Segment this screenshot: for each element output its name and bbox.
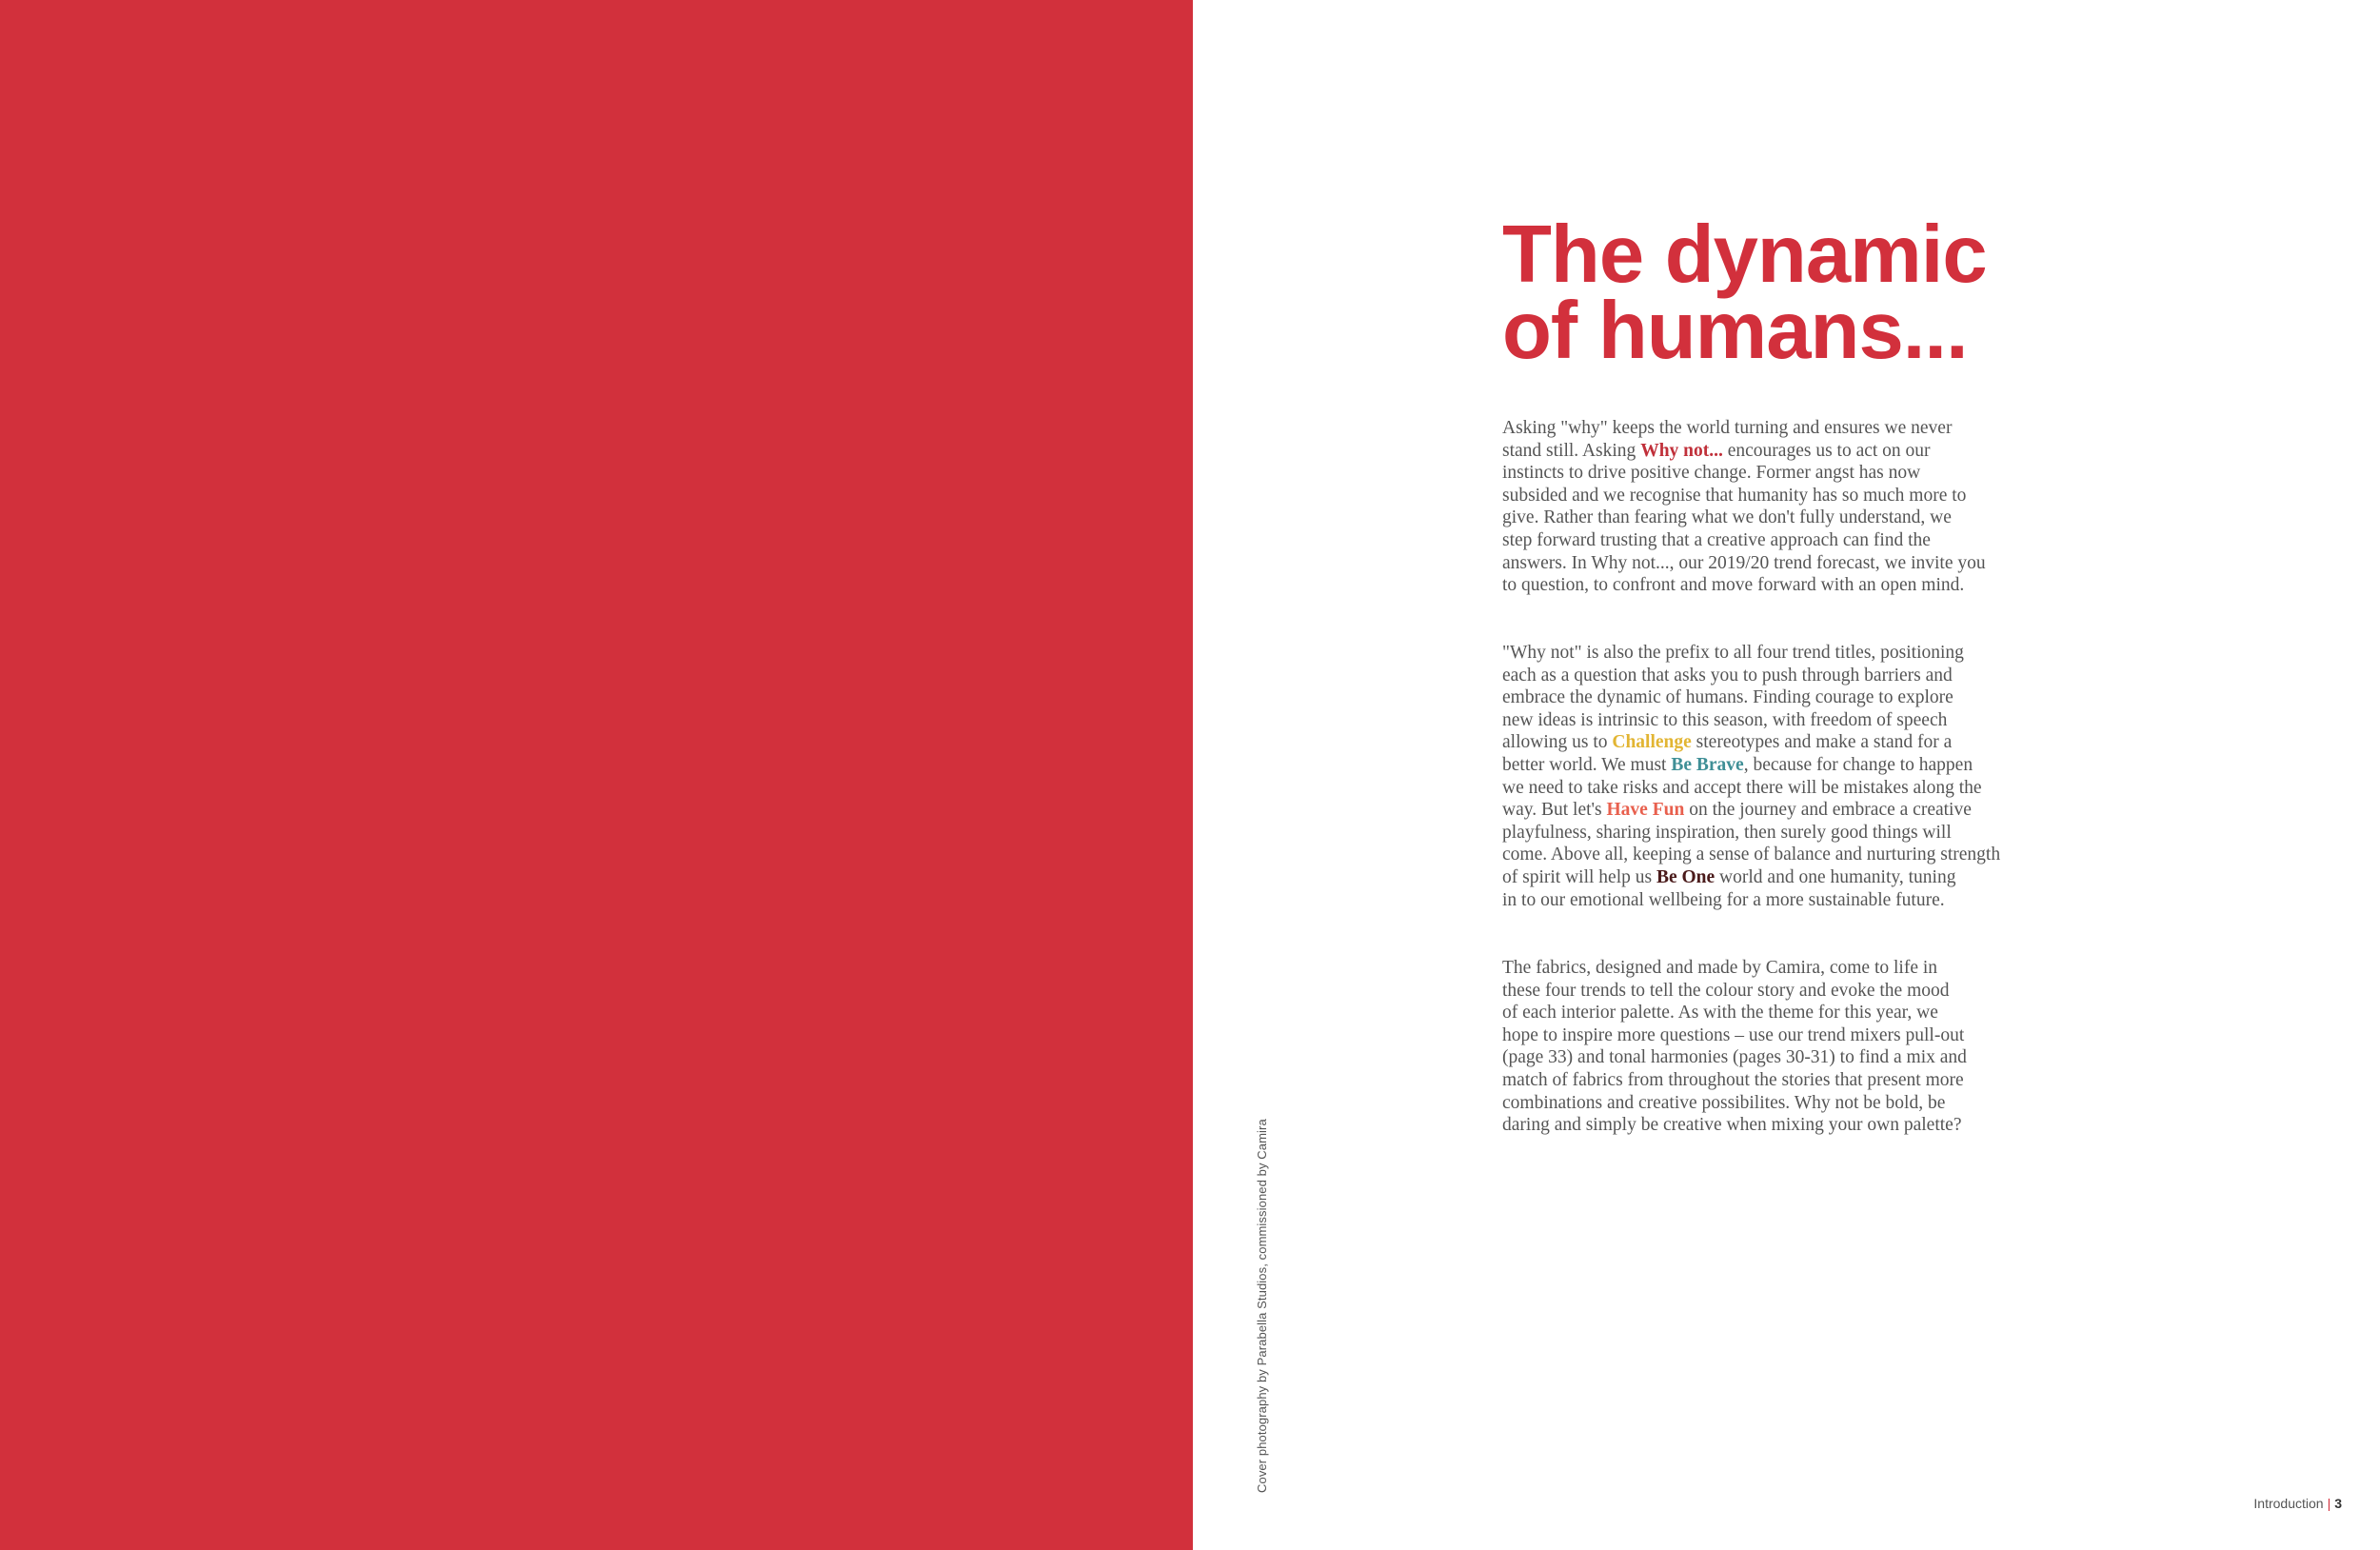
text-line: new ideas is intrinsic to this season, with freedom of speech	[1502, 709, 1948, 730]
be-brave-highlight: Be Brave	[1671, 754, 1744, 775]
text-run: encourages us to act on our	[1722, 440, 1931, 461]
text-run: way. But let's	[1502, 800, 1607, 821]
text-run: allowing us to	[1502, 732, 1613, 753]
text-line: hope to inspire more questions – use our trend mixers pull-out	[1502, 1024, 1965, 1045]
text-line: instincts to drive positive change. Former angst has now	[1502, 463, 1921, 484]
text-line: embrace the dynamic of humans. Finding courage to explore	[1502, 687, 1954, 708]
page-number: 3	[2334, 1496, 2342, 1511]
photo-credit: Cover photography by Parabella Studios, commissioned by Camira	[1255, 1119, 1269, 1493]
text-line: (page 33) and tonal harmonies (pages 30-31) to find a mix and	[1502, 1047, 1967, 1068]
text-line	[1502, 754, 2000, 777]
text-line	[1502, 440, 1986, 463]
be-one-highlight: Be One	[1656, 866, 1716, 887]
text-line: we need to take risks and accept there will be mistakes along the	[1502, 777, 1982, 798]
text-run: world and one humanity, tuning	[1715, 866, 1956, 887]
text-line: come. Above all, keeping a sense of balance and nurturing strength	[1502, 845, 2001, 865]
text-line: "Why not" is also the prefix to all four trend titles, positioning	[1502, 643, 1964, 663]
text-line: in to our emotional wellbeing for a more sustainable future.	[1502, 889, 1945, 910]
text-line	[1502, 866, 2000, 889]
text-line: each as a question that asks you to push through barriers and	[1502, 665, 1953, 686]
why-not-highlight: Why not...	[1640, 440, 1723, 461]
footer-section: Introduction	[2253, 1496, 2324, 1511]
text-line: to question, to confront and move forward with an open mind.	[1502, 575, 1965, 596]
intro-paragraph-2	[1502, 642, 2000, 911]
text-line	[1502, 799, 2000, 822]
text-line: match of fabrics from throughout the stories that present more	[1502, 1069, 1964, 1090]
text-line: these four trends to tell the colour story and evoke the mood	[1502, 980, 1950, 1001]
text-line: subsided and we recognise that humanity has so much more to	[1502, 485, 1967, 506]
text-line: daring and simply be creative when mixing your own palette?	[1502, 1115, 1962, 1136]
text-run: stereotypes and make a stand for a	[1691, 732, 1953, 753]
text-line	[1502, 731, 2000, 754]
have-fun-highlight: Have Fun	[1606, 800, 1685, 821]
intro-paragraph-3	[1502, 957, 1967, 1137]
text-run: , because for change to happen	[1743, 754, 1973, 775]
text-line: answers. In Why not..., our 2019/20 trend forecast, we invite you	[1502, 552, 1986, 573]
text-line: step forward trusting that a creative approach can find the	[1502, 529, 1931, 550]
page-footer	[2253, 1496, 2342, 1511]
intro-paragraph-1	[1502, 417, 1986, 597]
challenge-highlight: Challenge	[1612, 732, 1692, 753]
page-title-line-2: of humans...	[1502, 286, 1968, 376]
text-line: give. Rather than fearing what we don't fully understand, we	[1502, 507, 1952, 528]
text-line: of each interior palette. As with the theme for this year, we	[1502, 1003, 1938, 1023]
text-run: of spirit will help us	[1502, 866, 1656, 887]
text-line: combinations and creative possibilites. Why not be bold, be	[1502, 1092, 1946, 1113]
text-run: stand still. Asking	[1502, 440, 1641, 461]
footer-separator: |	[2327, 1496, 2331, 1511]
text-line: playfulness, sharing inspiration, then surely good things will	[1502, 822, 1952, 843]
page-title	[1502, 209, 1987, 376]
page-title-line-1: The dynamic	[1502, 209, 1987, 300]
text-line: The fabrics, designed and made by Camira, come to life in	[1502, 958, 1938, 978]
text-run: better world. We must	[1502, 754, 1672, 775]
text-line: Asking "why" keeps the world turning and ensures we never	[1502, 418, 1953, 438]
text-run: on the journey and embrace a creative	[1684, 800, 1972, 821]
